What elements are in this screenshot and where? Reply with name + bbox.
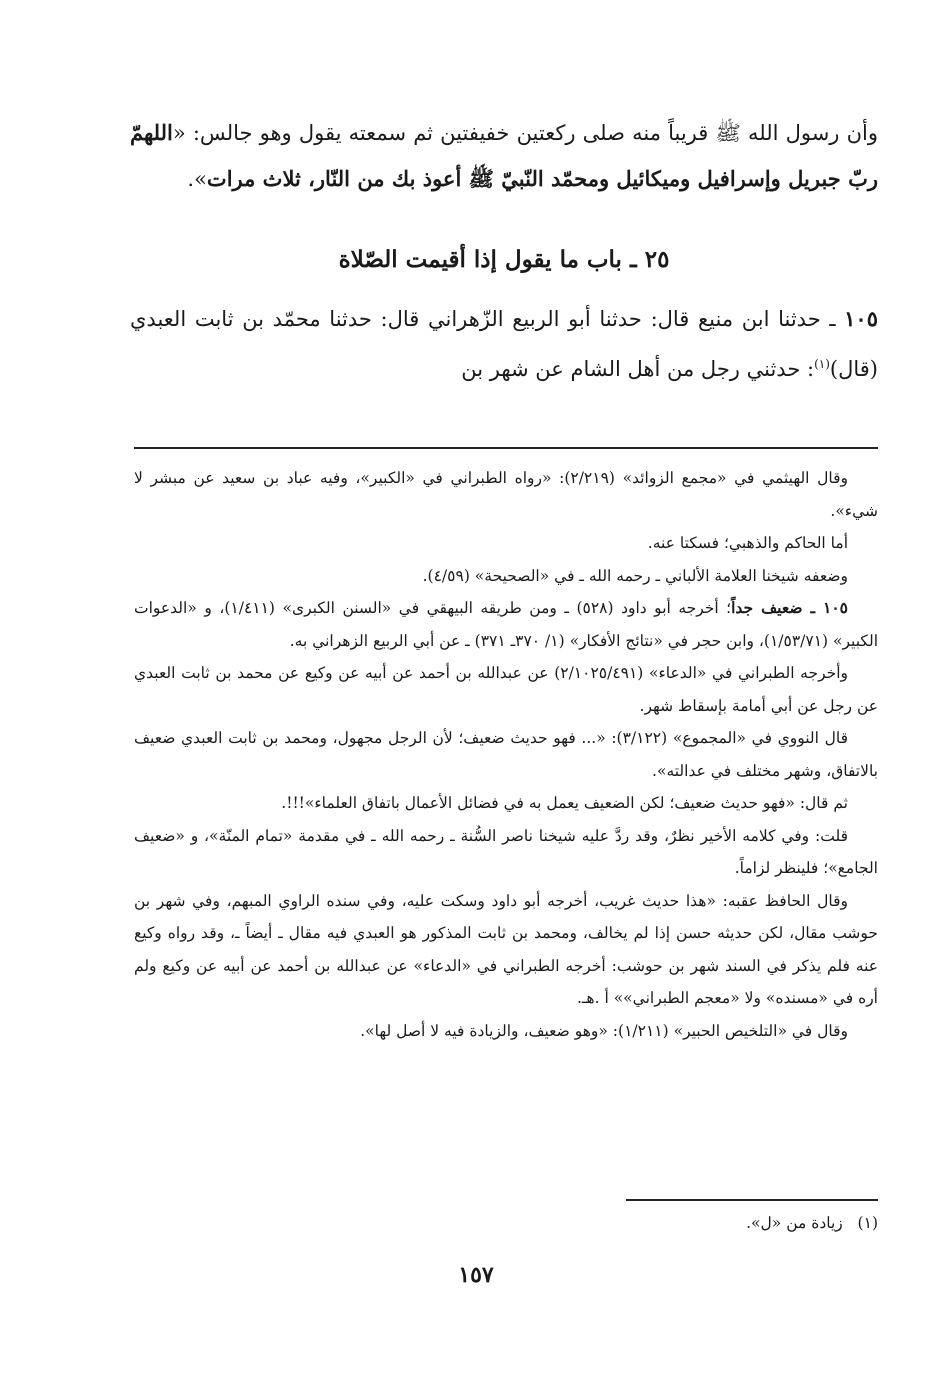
hadith-text: ـ حدثنا ابن منيع قال: حدثنا أبو الربيع الزّهراني قال: حدثنا محمّد بن ثابت العبدي (قال) (130, 307, 878, 381)
footnote-1-marker: (١) (857, 1214, 878, 1232)
paragraph-1-plain: وأن رسول الله ﷺ قريباً منه صلى ركعتين خفيفتين ثم سمعته يقول وهو جالس: « (172, 121, 878, 145)
hadith-number: ١٠٥ (844, 306, 878, 331)
paragraph-1 (130, 110, 878, 202)
hadith-paragraph (130, 296, 878, 392)
footnote-105-number: ١٠٥ (823, 598, 848, 617)
footnotes-block (134, 462, 878, 1047)
footnote-line: قلت: وفي كلامه الأخير نظرٌ، وقد ردَّ عليه شيخنا ناصر السُّنة ـ رحمه الله ـ في مقدمة «تمام المنّة»، و «ضعيف الجامع»؛ فلينظر لزاماً. (134, 826, 878, 877)
page-number: ١٥٧ (458, 1262, 494, 1288)
main-text (130, 110, 878, 392)
footnote-separator (134, 447, 878, 449)
chapter-title: ٢٥ ـ باب ما يقول إذا أقيمت الصّلاة (338, 246, 670, 273)
footnote-1 (746, 1208, 878, 1238)
footnote-line: وضعفه شيخنا العلامة الألباني ـ رحمه الله ـ في «الصحيحة» (٤/٥٩). (422, 566, 848, 585)
footnote-line: وأخرجه الطبراني في «الدعاء» (٢/١٠٢٥/٤٩١) عن عبدالله بن أحمد عن أبيه عن وكيع عن محمد بن ثابت العبدي عن رجل عن أبي أمامة بإسقاط شهر. (134, 664, 878, 715)
paragraph-1-end: ». (187, 167, 207, 191)
footnote-line: وقال في «التلخيص الحبير» (١/٢١١): «وهو ضعيف، والزيادة فيه لا أصل لها». (360, 1021, 848, 1040)
footnote-line: وقال الحافظ عقبه: «هذا حديث غريب، أخرجه أبو داود وسكت عليه، وفي سنده الراوي المبهم، وفي شهر بن حوشب مقال، لكن حديثه حسن إذا لم يخالف، ومحمد بن ثابت المذكور هو العبدي فيه مقال ـ أيضاً ـ، وقد رواه وكيع عنه فلم يذكر في السند شهر بن حوشب: أخرجه الطبراني في «الدعاء» عن عبدالله بن أحمد عن أبيه عن وكيع ولم أره في «مسنده» ولا «معجم الطبراني»» أ .هـ. (134, 891, 878, 1007)
footnote-ref[interactable]: (١) (814, 357, 830, 371)
footnote-105 (134, 592, 878, 657)
footnote-line: قال النووي في «المجموع» (٣/١٢٢): «... فهو حديث ضعيف؛ لأن الرجل مجهول، ومحمد بن ثابت العبدي ضعيف بالاتفاق، وشهر مختلف في عدالته». (134, 729, 878, 780)
paragraph-1-bold: اللهمّ ربّ جبريل وإسرافيل وميكائيل ومحمّد النّبيّ ﷺ أعوذ بك من النّار، ثلاث مرات (130, 120, 878, 191)
footnote-105-text: ؛ أخرجه أبو داود (٥٢٨) ـ ومن طريقه البيهقي في «السنن الكبرى» (١/٤١١)، و «الدعوات الكبير» (١/٥٣/٧١)، وابن حجر في «نتائج الأفكار» (١/ ٣٧٠ـ ٣٧١) ـ عن أبي الربيع الزهراني به. (134, 599, 878, 650)
footnote-1-text: زيادة من «ل». (746, 1214, 843, 1232)
page-body (130, 110, 878, 392)
footnote-105-grade: ـ ضعيف جداً (731, 598, 823, 617)
hadith-text-end: : حدثني رجل من أهل الشام عن شهر بن (461, 357, 815, 381)
footnote-line: ثم قال: «فهو حديث ضعيف؛ لكن الضعيف يعمل به في فضائل الأعمال باتفاق العلماء»!!!. (281, 794, 848, 812)
footnote-line: وقال الهيثمي في «مجمع الزوائد» (٢/٢١٩): «رواه الطبراني في «الكبير»، وفيه عباد بن سعيد عن مبشر لا شيء». (134, 469, 878, 520)
footnote-line: أما الحاكم والذهبي؛ فسكتا عنه. (647, 534, 848, 552)
bottom-footnote-separator (626, 1199, 878, 1201)
